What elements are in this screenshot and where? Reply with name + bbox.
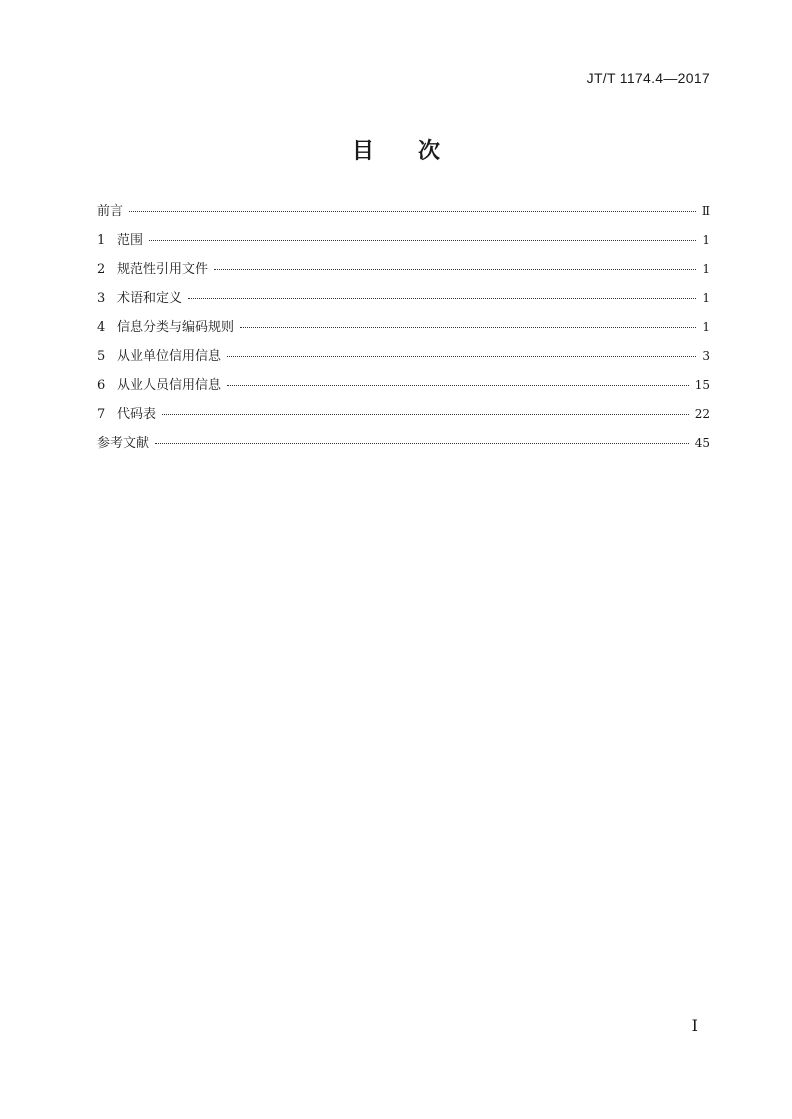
dot-leader [227, 385, 689, 386]
toc-entry-page: 3 [702, 349, 710, 363]
dot-leader [149, 240, 696, 241]
toc-entry-number: 7 [97, 407, 106, 422]
toc-entry-number: 5 [97, 349, 106, 364]
toc-entry-normative-references[interactable] [97, 258, 710, 287]
toc-entry-page: 1 [702, 262, 710, 276]
toc-entry-page: 45 [694, 436, 710, 450]
dot-leader [240, 327, 696, 328]
toc-entry-label: 参考文献 [97, 436, 150, 451]
toc-entry-bibliography[interactable] [97, 432, 710, 461]
toc-entry-page: 15 [694, 378, 710, 392]
toc-entry-page: 1 [702, 291, 710, 305]
title-part-2: 次 [418, 139, 441, 164]
toc-entry-personnel-credit[interactable] [97, 374, 710, 403]
page-title [0, 134, 792, 165]
toc-entry-terms[interactable] [97, 287, 710, 316]
toc-entry-number: 3 [97, 291, 106, 306]
table-of-contents [97, 200, 710, 461]
toc-entry-label: 从业单位信用信息 [117, 349, 222, 364]
dot-leader [227, 356, 696, 357]
toc-entry-number: 1 [97, 233, 106, 248]
toc-entry-scope[interactable] [97, 229, 710, 258]
toc-entry-label: 信息分类与编码规则 [117, 320, 235, 335]
toc-entry-label: 前言 [97, 204, 124, 219]
toc-entry-label: 代码表 [117, 407, 157, 422]
toc-entry-page: 1 [702, 320, 710, 334]
title-part-1: 目 [351, 139, 374, 164]
toc-entry-page: 1 [702, 233, 710, 247]
page-number: I [691, 1016, 698, 1035]
dot-leader [188, 298, 696, 299]
dot-leader [129, 211, 696, 212]
dot-leader [155, 443, 689, 444]
dot-leader [214, 269, 696, 270]
standard-number: JT/T 1174.4—2017 [586, 70, 710, 86]
dot-leader [162, 414, 689, 415]
toc-entry-code-table[interactable] [97, 403, 710, 432]
toc-entry-number: 6 [97, 378, 106, 393]
toc-entry-label: 从业人员信用信息 [117, 378, 222, 393]
toc-entry-unit-credit[interactable] [97, 345, 710, 374]
toc-entry-label: 术语和定义 [117, 291, 183, 306]
toc-entry-foreword[interactable] [97, 200, 710, 229]
toc-entry-label: 规范性引用文件 [117, 262, 209, 277]
toc-entry-classification[interactable] [97, 316, 710, 345]
toc-entry-label: 范围 [117, 233, 144, 248]
toc-entry-page: Ⅱ [701, 204, 710, 218]
toc-entry-number: 4 [97, 320, 106, 335]
toc-entry-page: 22 [694, 407, 710, 421]
toc-entry-number: 2 [97, 262, 106, 277]
